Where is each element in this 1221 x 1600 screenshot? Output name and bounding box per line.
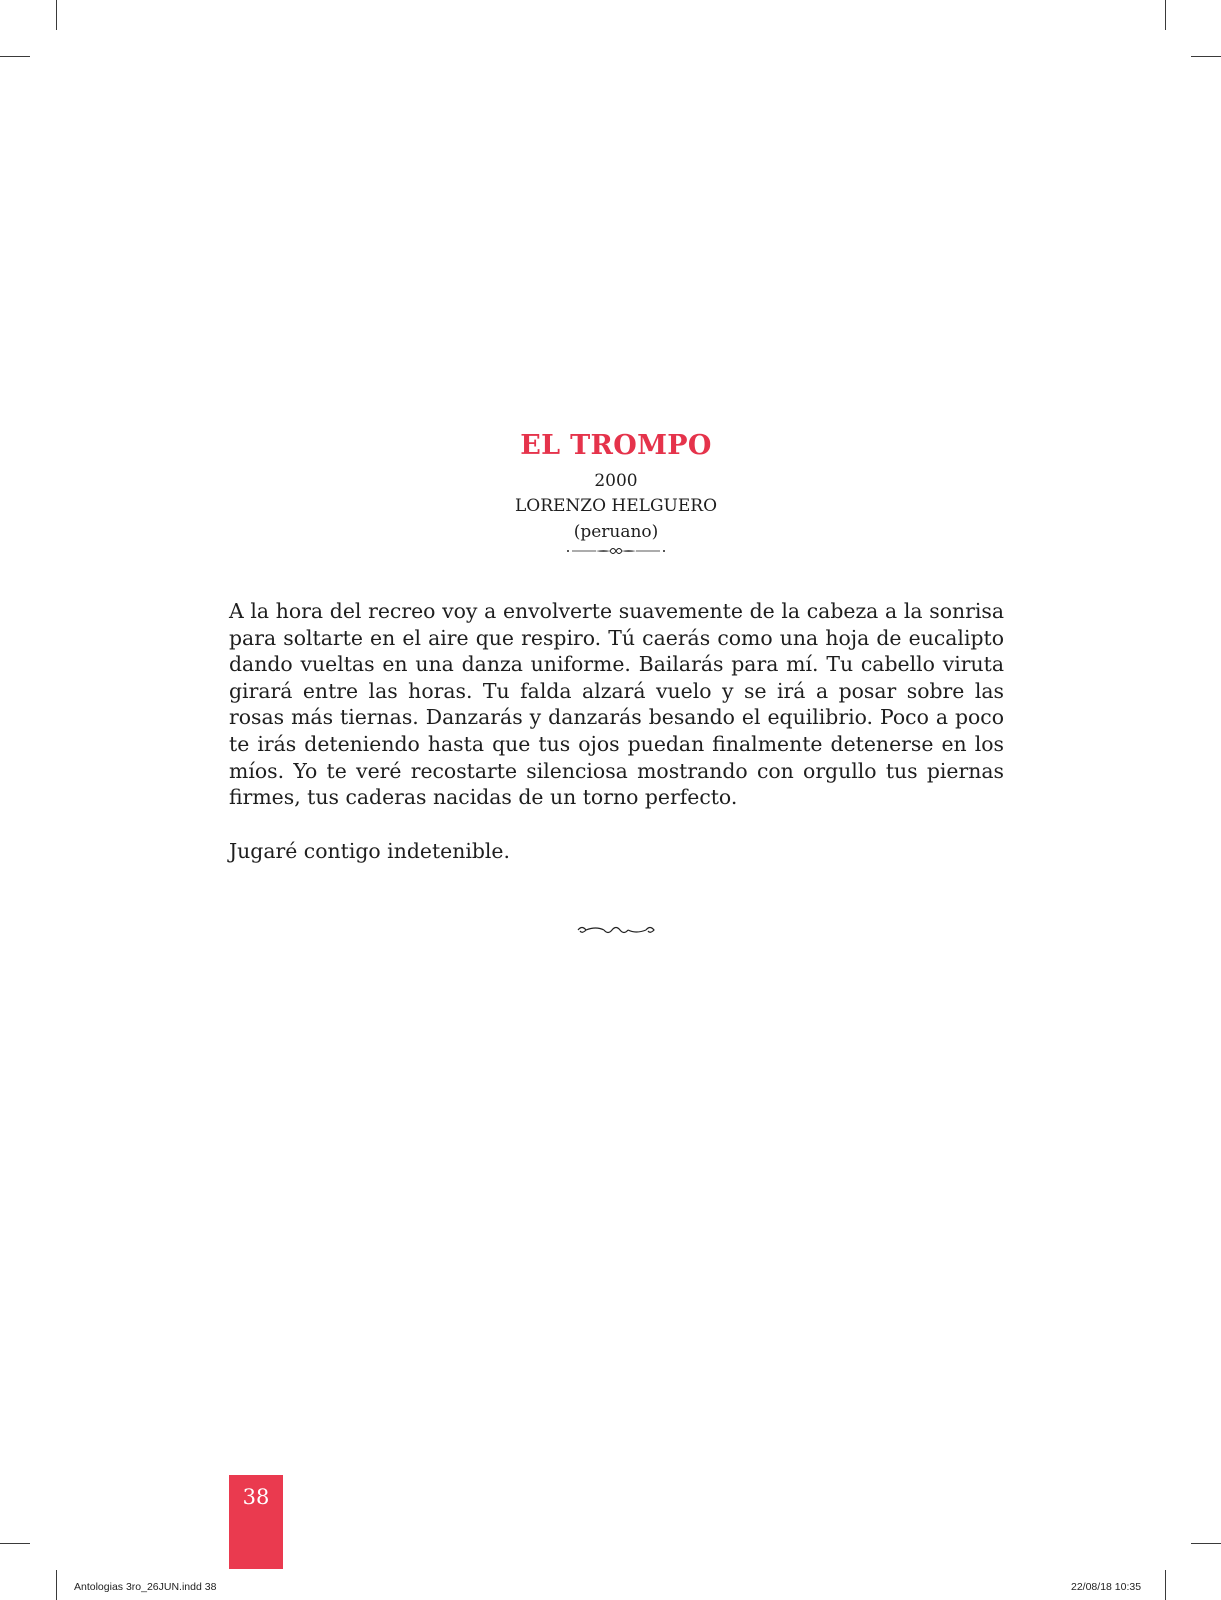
crop-mark	[1165, 0, 1166, 30]
slug-datetime: 22/08/18 10:35	[1071, 1581, 1142, 1593]
poem-author: LORENZO HELGUERO	[514, 496, 718, 516]
page-number-tab	[229, 1475, 283, 1569]
crop-mark	[56, 1570, 57, 1600]
poem-body: A la hora del recreo voy a envolverte suavemente de la cabeza a la sonrisa para soltarte en el aire que respiro. Tú caerás como una hoja de eucalipto dando vueltas en una danza uniforme. Bailarás para mí. Tu cabello viruta girará entre las horas. Tu falda alzará vuelo y se irá a posar sobre las rosas más tiernas. Danzarás y danzarás besando el equilibrio. Poco a poco te irás deteniendo hasta que tus ojos puedan finalmente detenerse en los míos. Yo te veré recostarte silenciosa mostrando con orgullo tus piernas firmes, tus caderas nacidas de un torno perfecto.	[229, 599, 1004, 810]
crop-mark	[0, 1543, 30, 1544]
crop-mark	[0, 56, 30, 57]
page-number: 38	[242, 1485, 270, 1509]
slug-file-info: Antologias 3ro_26JUN.indd 38	[74, 1581, 217, 1593]
poem-year: 2000	[594, 471, 638, 491]
poem-title: EL TROMPO	[520, 430, 712, 461]
poem-nationality: (peruano)	[573, 522, 659, 542]
crop-mark	[1191, 1543, 1221, 1544]
flourish-divider-icon	[566, 544, 666, 558]
crop-mark	[56, 0, 57, 30]
crop-mark	[1191, 56, 1221, 57]
crop-mark	[1165, 1570, 1166, 1600]
poem-closing-line: Jugaré contigo indetenible.	[229, 839, 510, 863]
scroll-ornament-icon	[574, 922, 658, 938]
